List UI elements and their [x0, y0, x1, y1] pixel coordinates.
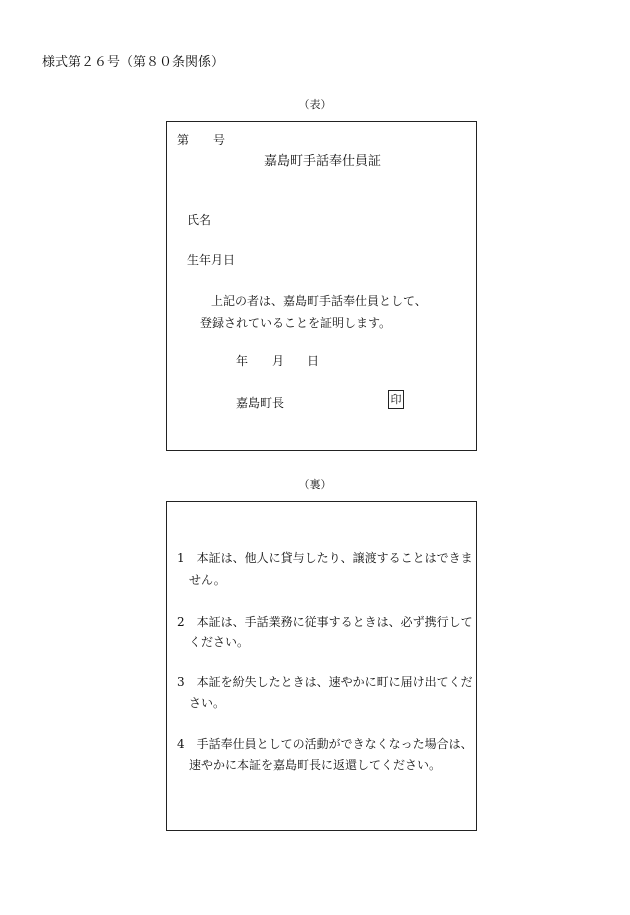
note-1-line-1: 1 本証は、他人に貸与したり、譲渡することはできま: [177, 551, 473, 565]
date-month-label: 月: [272, 354, 285, 368]
note-4-line-1: 4 手話奉仕員としての活動ができなくなった場合は、: [177, 737, 473, 751]
date-year-label: 年: [236, 354, 249, 368]
certification-text-line-1: 上記の者は、嘉島町手話奉仕員として、: [211, 294, 427, 308]
note-4-line-2: 速やかに本証を嘉島町長に返還してください。: [189, 758, 442, 772]
card-number-label: 第: [177, 133, 190, 147]
note-3-line-2: さい。: [189, 696, 226, 710]
issuer-label: 嘉島町長: [236, 396, 285, 410]
birthdate-label: 生年月日: [187, 253, 236, 267]
note-3-line-1: 3 本証を紛失したときは、速やかに町に届け出てくだ: [177, 675, 473, 689]
note-2-line-2: ください。: [189, 635, 250, 649]
form-number: 様式第２６号（第８０条関係）: [42, 55, 225, 70]
certification-text-line-2: 登録されていることを証明します。: [200, 316, 392, 330]
seal-stamp-mark: 印: [388, 390, 404, 409]
back-side-heading: （裏）: [298, 478, 332, 491]
card-title: 嘉島町手話奉仕員証: [263, 154, 381, 169]
note-1-line-2: せん。: [189, 573, 226, 587]
note-2-line-1: 2 本証は、手話業務に従事するときは、必ず携行して: [177, 615, 473, 629]
front-side-heading: （表）: [298, 98, 332, 111]
front-card: [166, 121, 477, 451]
date-day-label: 日: [307, 354, 320, 368]
back-card: [166, 501, 477, 831]
card-number-suffix: 号: [213, 133, 226, 147]
name-label: 氏名: [187, 213, 212, 227]
